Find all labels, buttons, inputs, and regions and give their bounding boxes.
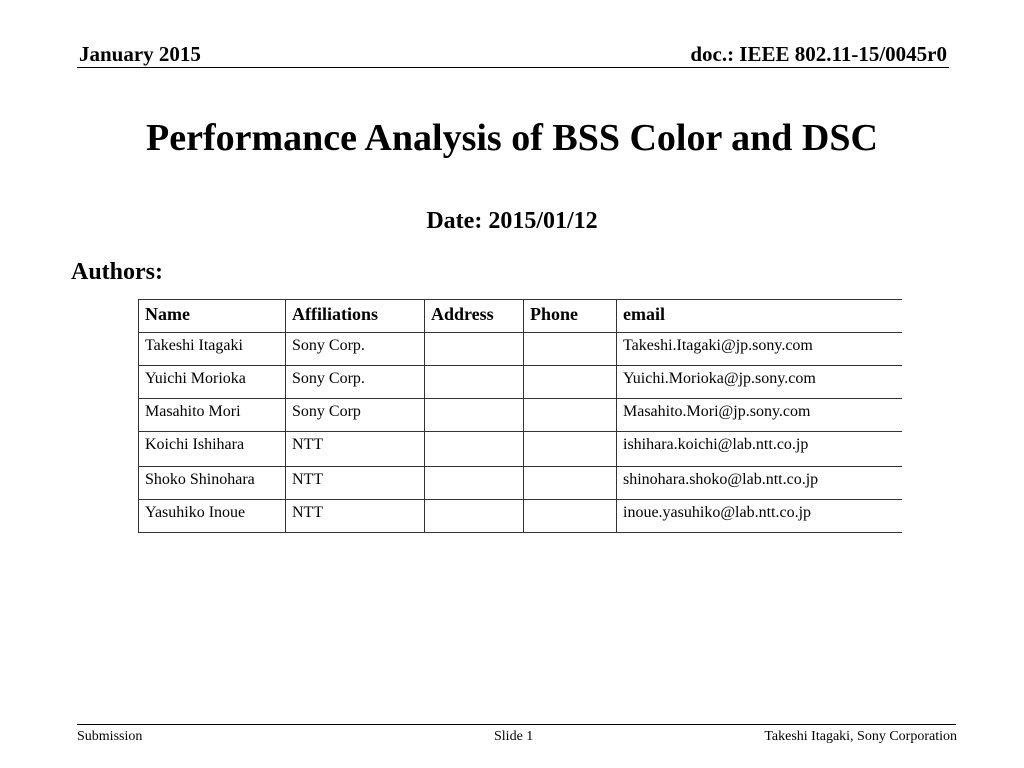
cell-address	[425, 399, 524, 432]
header-doc-id: doc.: IEEE 802.11-15/0045r0	[690, 42, 947, 66]
cell-address	[425, 467, 524, 500]
date-line: Date: 2015/01/12	[426, 208, 598, 234]
header-date: January 2015	[79, 42, 201, 66]
column-header-name: Name	[139, 300, 286, 333]
cell-phone	[524, 333, 617, 366]
cell-name: Shoko Shinohara	[139, 467, 286, 500]
footer-submission: Submission	[77, 729, 143, 744]
cell-name: Koichi Ishihara	[139, 432, 286, 467]
column-header-affiliations: Affiliations	[286, 300, 425, 333]
cell-email: inoue.yasuhiko@lab.ntt.co.jp	[617, 500, 902, 533]
slide-title: Performance Analysis of BSS Color and DSC	[146, 117, 878, 159]
cell-affiliation: Sony Corp.	[286, 366, 425, 399]
header-divider	[77, 67, 949, 68]
cell-email: shinohara.shoko@lab.ntt.co.jp	[617, 467, 902, 500]
table-row	[139, 432, 902, 467]
column-header-address: Address	[425, 300, 524, 333]
table-row	[139, 467, 902, 500]
cell-name: Yasuhiko Inoue	[139, 500, 286, 533]
table-row	[139, 366, 902, 399]
cell-address	[425, 366, 524, 399]
cell-phone	[524, 366, 617, 399]
cell-email: Takeshi.Itagaki@jp.sony.com	[617, 333, 902, 366]
cell-name: Takeshi Itagaki	[139, 333, 286, 366]
table-header-row	[139, 300, 902, 333]
cell-address	[425, 432, 524, 467]
cell-phone	[524, 432, 617, 467]
cell-affiliation: NTT	[286, 500, 425, 533]
cell-address	[425, 500, 524, 533]
cell-affiliation: Sony Corp	[286, 399, 425, 432]
cell-email: Yuichi.Morioka@jp.sony.com	[617, 366, 902, 399]
cell-email: Masahito.Mori@jp.sony.com	[617, 399, 902, 432]
cell-name: Masahito Mori	[139, 399, 286, 432]
cell-phone	[524, 399, 617, 432]
column-header-phone: Phone	[524, 300, 617, 333]
footer-author: Takeshi Itagaki, Sony Corporation	[764, 729, 957, 744]
cell-phone	[524, 500, 617, 533]
cell-name: Yuichi Morioka	[139, 366, 286, 399]
footer-slide-number: Slide 1	[494, 729, 534, 744]
cell-affiliation: NTT	[286, 467, 425, 500]
authors-label: Authors:	[71, 259, 164, 285]
cell-affiliation: NTT	[286, 432, 425, 467]
table-row	[139, 399, 902, 432]
cell-address	[425, 333, 524, 366]
table-row	[139, 500, 902, 533]
cell-phone	[524, 467, 617, 500]
cell-affiliation: Sony Corp.	[286, 333, 425, 366]
cell-email: ishihara.koichi@lab.ntt.co.jp	[617, 432, 902, 467]
footer-divider	[77, 724, 956, 725]
authors-table	[138, 299, 902, 533]
table-row	[139, 333, 902, 366]
column-header-email: email	[617, 300, 902, 333]
